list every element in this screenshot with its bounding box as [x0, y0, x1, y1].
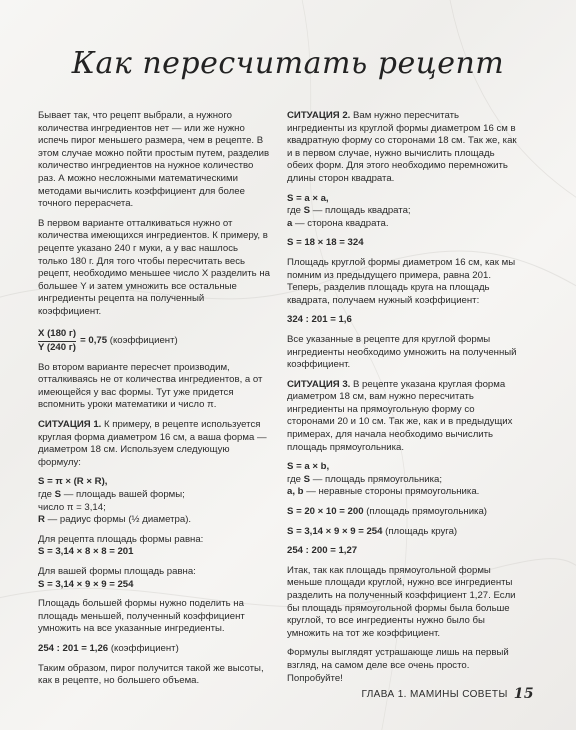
your-area-formula: S = 3,14 × 9 × 9 = 254 — [38, 578, 134, 590]
page-title: Как пересчитать рецепт — [71, 46, 505, 81]
s-definition: — площадь вашей формы; — [61, 489, 185, 501]
chapter-label: ГЛАВА 1. МАМИНЫ СОВЕТЫ — [361, 688, 508, 700]
circle-calc: S = 3,14 × 9 × 9 = 254 — [287, 525, 383, 537]
a-symbol: a — [287, 217, 293, 229]
where-prefix: где — [38, 489, 55, 501]
your-area-text: Для вашей формы площадь равна: — [38, 566, 196, 577]
coefficient-note: (коэффициент) — [108, 642, 179, 654]
square-formula-block — [287, 193, 519, 231]
rect-s-definition: — площадь прямоугольника; — [310, 473, 443, 485]
circle-calc-line — [287, 526, 519, 539]
situation-two-label: СИТУАЦИЯ 2. — [287, 110, 351, 121]
rect-calc-line — [287, 506, 519, 519]
variant-two-paragraph: Во втором варианте пересчет производим, отталкиваясь не от количества ингредиентов, а от имеющейся у вас формы. Тут уже придется вспомнить уроки математики и число π. — [38, 361, 263, 411]
situation-one-label: СИТУАЦИЯ 1. — [38, 419, 102, 431]
left-column — [38, 110, 270, 695]
divide-paragraph: Площадь большей формы нужно поделить на площадь меньшей, полученный коэффициент умножить на все указанные ингредиенты. — [38, 598, 245, 635]
situation-three-label: СИТУАЦИЯ 3. — [287, 378, 351, 390]
recipe-area-formula: S = 3,14 × 8 × 8 = 201 — [38, 546, 134, 558]
situation-one-text: К примеру, в рецепте используется круглая форма диаметром 16 см, а ваша форма — диаметром 18 см. Используем следующую формулу: — [38, 419, 267, 468]
rect-formula: S = a × b, — [287, 461, 330, 473]
square-coefficient-paragraph: Площадь круглой формы диаметром 16 см, как мы помним из предыдущего примера, равна 201. Теперь, разделив площадь круга на площадь квадрата, получаем нужный коэффициент: — [287, 256, 516, 306]
where-prefix: где — [287, 473, 304, 485]
ratio-numerator: X (180 г) — [38, 328, 76, 343]
rect-calc: S = 20 × 10 = 200 — [287, 506, 364, 518]
situation-three-paragraph — [287, 379, 519, 455]
recipe-area-text: Для рецепта площадь формы равна: — [38, 533, 204, 545]
square-coefficient: 324 : 201 = 1,6 — [287, 314, 352, 326]
s-symbol: S — [303, 473, 311, 485]
recipe-area-block — [38, 534, 270, 559]
rect-formula-block — [287, 461, 519, 499]
square-calc: S = 18 × 18 = 324 — [287, 237, 364, 249]
ab-symbols: a, b — [287, 486, 304, 498]
multiply-paragraph: Все указанные в рецепте для круглой формы ингредиенты необходимо умножить на полученный коэффициент. — [287, 333, 517, 371]
coefficient-line — [38, 643, 270, 656]
page-number: 15 — [513, 686, 534, 702]
s-symbol: S — [54, 489, 62, 501]
circle-formula-block — [38, 476, 270, 526]
circle-formula: S = π × (R × R), — [38, 476, 108, 488]
coefficient-value: 254 : 201 = 1,26 — [38, 642, 109, 654]
circle-calc-note: (площадь круга) — [382, 525, 458, 537]
pi-definition: число π = 3,14; — [38, 501, 106, 513]
where-prefix: где — [287, 205, 304, 217]
a-definition: — сторона квадрата. — [292, 217, 389, 229]
situation-one-paragraph — [38, 419, 270, 469]
ab-definition: — неравные стороны прямоугольника. — [303, 486, 480, 498]
rect-conclusion-paragraph: Итак, так как площадь прямоугольной формы меньше площади круглой, нужно все ингредиенты разделить на полученный коэффициент 1,27. Если бы площадь прямоугольной формы была больше круглой, то все ингредиенты нужно было бы умножить на тот же коэффициент. — [287, 564, 516, 639]
intro-paragraph: Бывает так, что рецепт выбрали, а нужного количества ингредиентов нет — или же нужно испечь пирог меньшего размера, чем в рецепте. В этом случае можно пойти простым путем, разделив количество ингредиентов на нужное количество раз. А можно несложными математическими методами вычислить коэффициент для более точного перерасчета. — [38, 110, 270, 210]
situation-three-text: В рецепте указана круглая форма диаметром 18 см, вам нужно пересчитать ингредиенты на прямоугольную форму со сторонами 20 и 10 см. Так же, как и в предыдущих примерах, для начала необходимо вычислить площадь прямоугольника. — [287, 378, 513, 453]
square-formula: S = a × a, — [287, 192, 329, 204]
ratio-denominator: Y (240 г) — [38, 342, 76, 354]
situation-two-paragraph — [287, 110, 519, 186]
s-symbol: S — [303, 205, 311, 217]
ratio-result: = 0,75 — [80, 334, 108, 346]
square-s-definition: — площадь квадрата; — [310, 205, 411, 217]
page-footer — [361, 686, 534, 702]
variant-one-paragraph: В первом варианте отталкиваться нужно от количества имеющихся ингредиентов. К примеру, в рецепте указано 240 г муки, а у вас нашлось только 180 г. Для того чтобы пересчитать весь рецепт, необходимо меньшее число X разделить на большее Y и затем умножить все остальные ингредиенты рецепта на полученный коэффициент. — [38, 217, 270, 317]
ratio-formula — [38, 328, 178, 355]
rect-calc-note: (площадь прямоугольника) — [363, 506, 487, 518]
rect-coefficient: 254 : 200 = 1,27 — [287, 545, 358, 557]
situation-two-text: Вам нужно пересчитать ингредиенты из круглой формы диаметром 16 см в квадратную форму со сторонами 18 см. Так же, как и в первом случае, нужно вычислить площадь обеих форм. Для этого необходимо перемножить длины сторон квадрата. — [287, 110, 517, 184]
r-symbol: R — [38, 514, 45, 526]
conclusion-paragraph: Таким образом, пирог получится такой же высоты, как в рецепте, но большего объема. — [38, 662, 264, 687]
your-area-block — [38, 566, 270, 591]
r-definition: — радиус формы (½ диаметра). — [44, 514, 192, 526]
ratio-note: (коэффициент) — [107, 334, 178, 346]
final-paragraph: Формулы выглядят устрашающе лишь на первый взгляд, на самом деле все очень просто. Попробуйте! — [287, 647, 509, 684]
ratio-fraction — [38, 328, 76, 355]
right-column — [287, 110, 519, 692]
